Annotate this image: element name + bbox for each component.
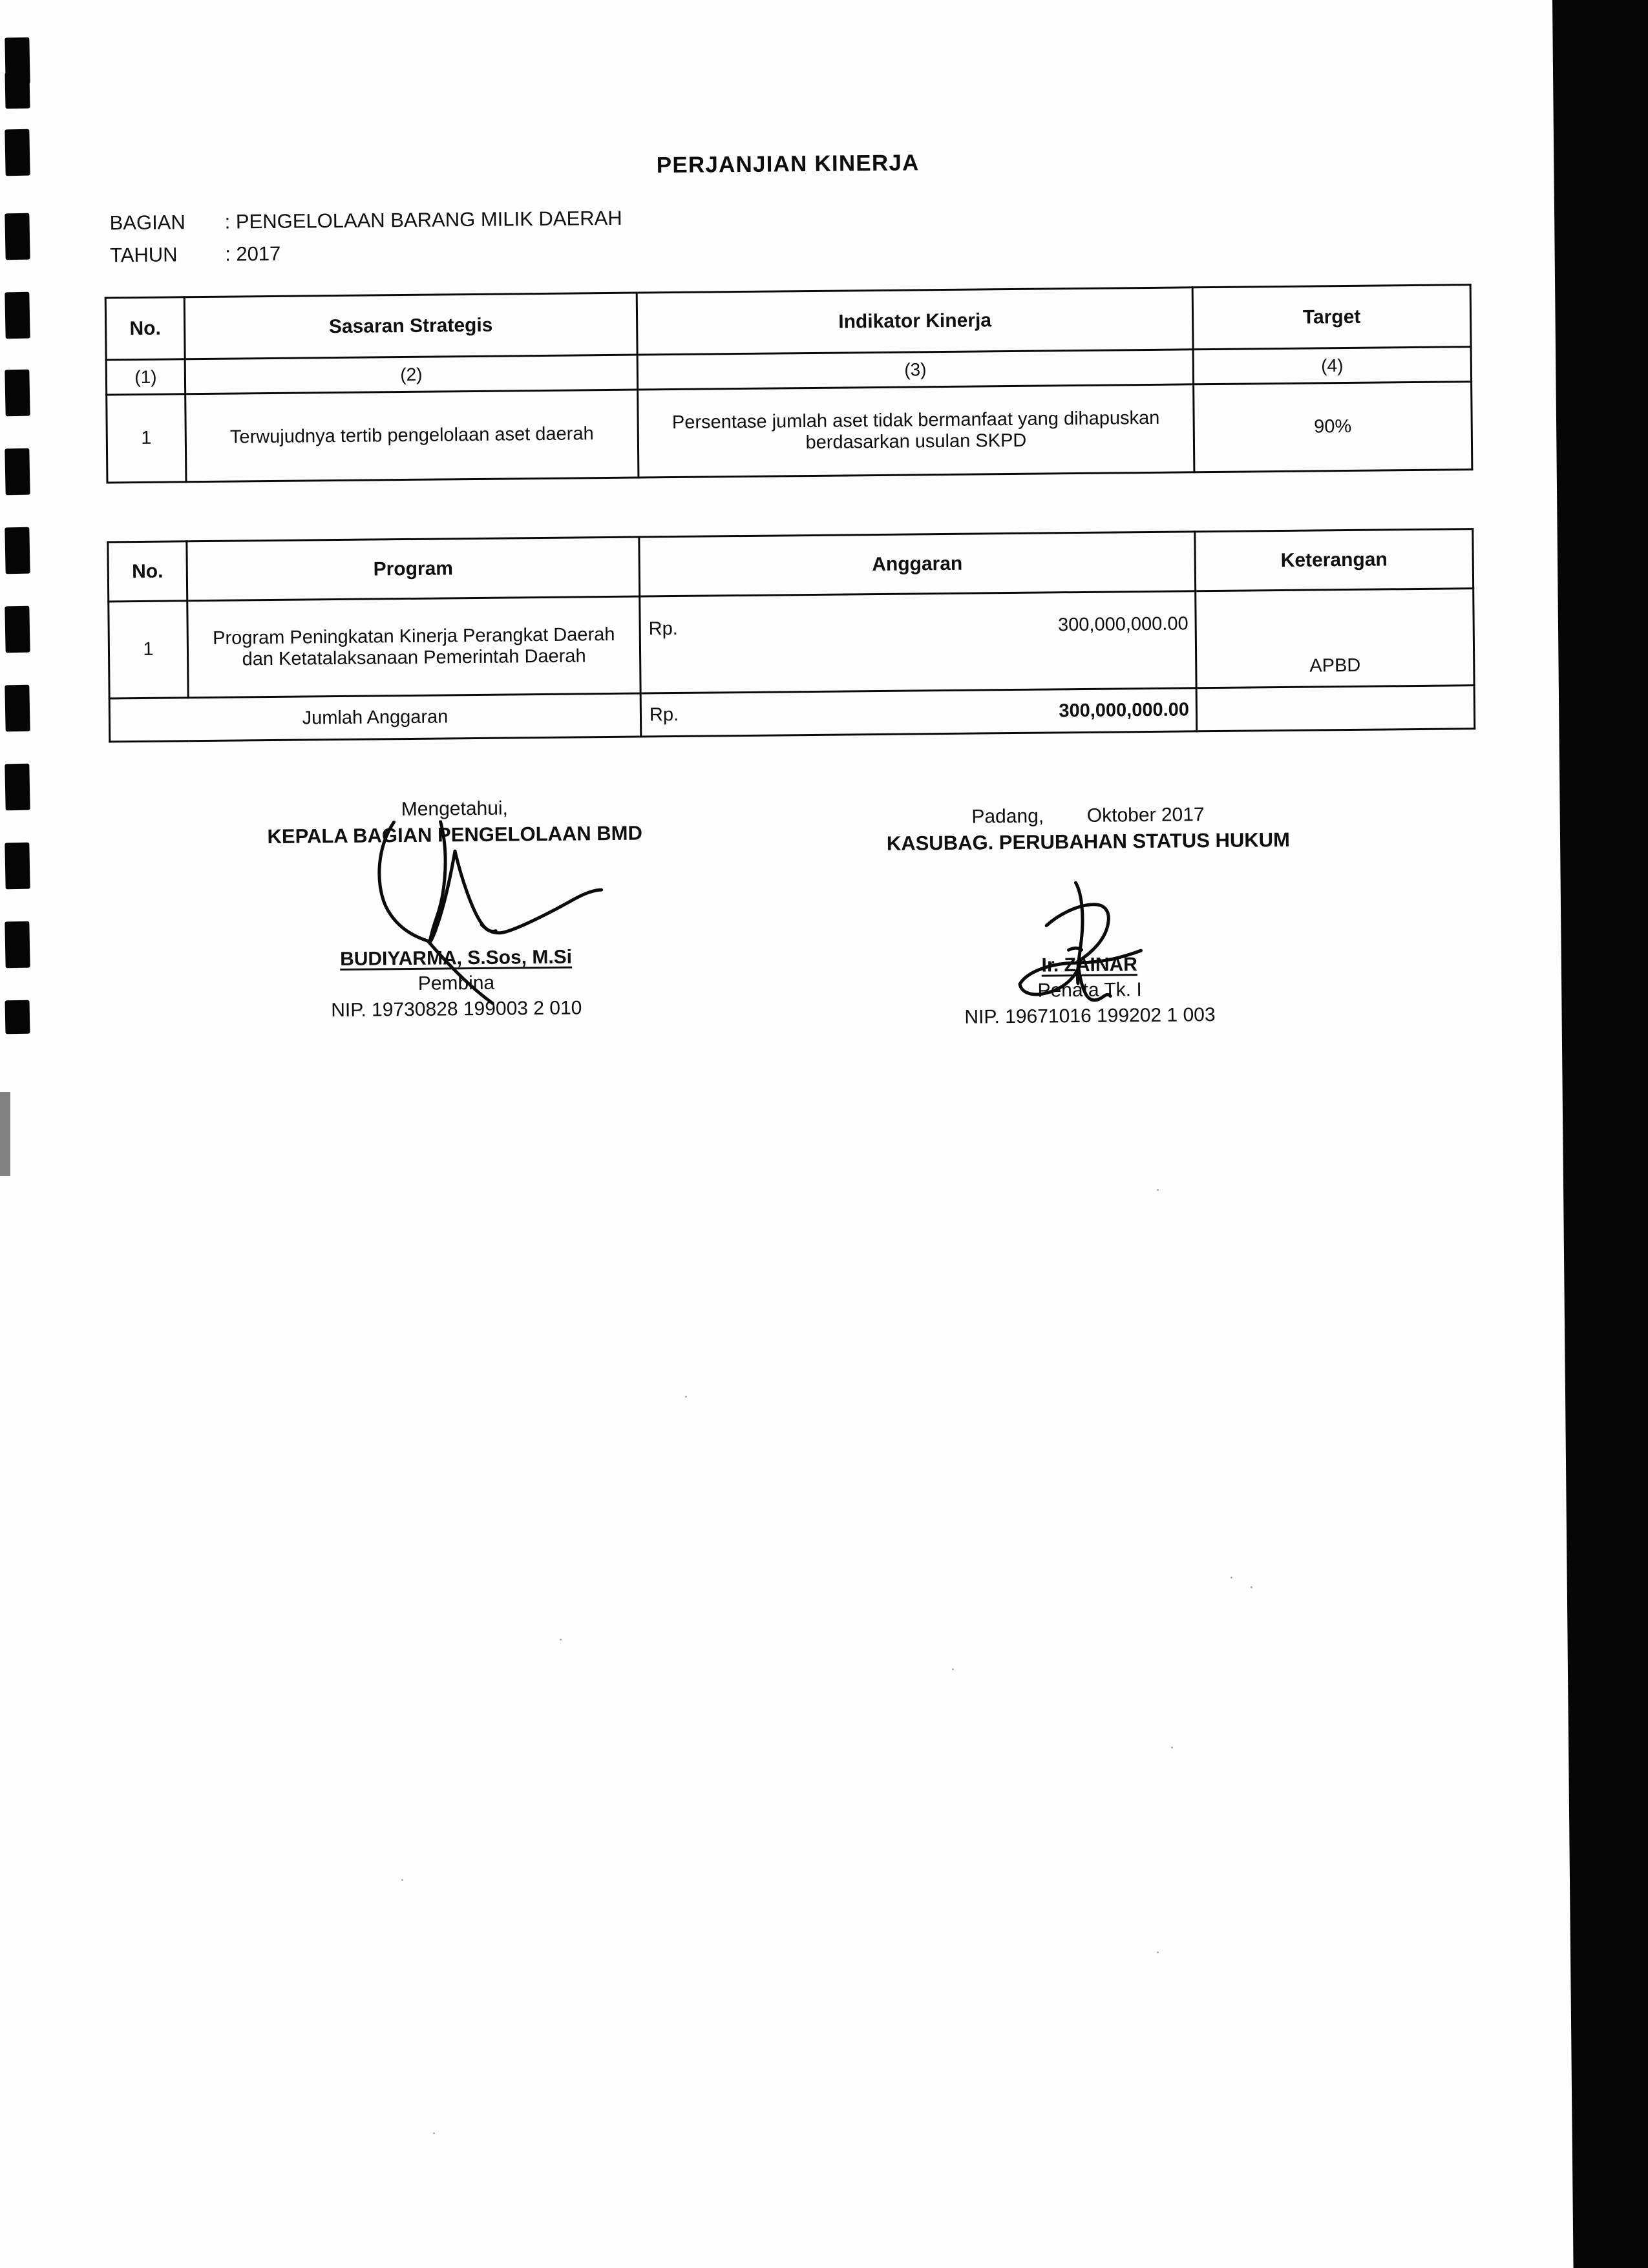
signature-left-name: BUDIYARMA, S.Sos, M.Si <box>339 946 573 970</box>
meta-bagian-separator: : <box>224 210 231 233</box>
meta-tahun-separator: : <box>224 242 231 266</box>
meta-tahun-value: 2017 <box>236 242 281 266</box>
column-header-keterangan: Keterangan <box>1195 529 1474 591</box>
column-number-3: (3) <box>637 350 1193 390</box>
signature-left-role: KEPALA BAGIAN PENGELOLAAN BMD <box>267 821 643 848</box>
total-currency: Rp. <box>649 704 679 726</box>
meta-bagian-label: BAGIAN <box>109 211 185 235</box>
meta-tahun-label: TAHUN <box>109 243 178 267</box>
total-amount: 300,000,000.00 <box>1059 699 1190 722</box>
total-label: Jumlah Anggaran <box>109 693 641 742</box>
cell-sasaran-strategis: Terwujudnya tertib pengelolaan aset daerah <box>185 390 639 482</box>
signature-left-nip: NIP. 19730828 199003 2 010 <box>331 997 582 1021</box>
cell-total-anggaran <box>640 688 1197 737</box>
signature-right-nip: NIP. 19671016 199202 1 003 <box>964 1003 1216 1028</box>
cell-no: 1 <box>109 601 188 698</box>
signature-right-space <box>843 853 1335 954</box>
meta-bagian-value: PENGELOLAAN BARANG MILIK DAERAH <box>235 206 622 233</box>
signature-right-place-date: Padang, Oktober 2017 <box>971 804 1205 828</box>
signature-left-preamble: Mengetahui, <box>401 797 509 821</box>
cell-target: 90% <box>1194 382 1472 472</box>
column-header-target: Target <box>1192 285 1471 350</box>
table-row <box>107 382 1472 483</box>
anggaran-currency: Rp. <box>648 618 678 639</box>
column-header-sasaran: Sasaran Strategis <box>184 293 637 359</box>
cell-indikator-kinerja: Persentase jumlah aset tidak bermanfaat yang dihapuskan berdasarkan usulan SKPD <box>638 384 1194 478</box>
signature-block-right <box>842 801 1335 1031</box>
cell-keterangan: APBD <box>1196 589 1474 688</box>
signature-right-role: KASUBAG. PERUBAHAN STATUS HUKUM <box>886 828 1291 855</box>
column-header-no: No. <box>108 541 187 602</box>
signature-block-left <box>254 794 657 1024</box>
table-program-anggaran <box>107 528 1475 742</box>
page-title: PERJANJIAN KINERJA <box>656 150 920 178</box>
cell-program: Program Peningkatan Kinerja Perangkat Daerah dan Ketatalaksanaan Pemerintah Daerah <box>187 596 640 698</box>
signature-right-rank: Penata Tk. I <box>1037 979 1142 1002</box>
column-header-anggaran: Anggaran <box>639 532 1196 596</box>
cell-no: 1 <box>107 394 186 483</box>
column-number-1: (1) <box>106 359 185 395</box>
column-number-4: (4) <box>1193 347 1471 384</box>
anggaran-amount: 300,000,000.00 <box>1057 613 1188 635</box>
column-header-no: No. <box>105 297 185 360</box>
signature-right-name: Ir. ZAINAR <box>1041 953 1138 976</box>
signature-left-rank: Pembina <box>417 972 495 994</box>
signature-left-space <box>255 846 656 947</box>
cell-total-keterangan <box>1196 686 1475 731</box>
table-row <box>109 589 1474 698</box>
column-number-2: (2) <box>185 355 637 394</box>
cell-anggaran <box>640 591 1196 693</box>
meta-bagian <box>109 207 622 235</box>
column-header-program: Program <box>187 537 640 601</box>
table-sasaran-strategis <box>105 284 1474 483</box>
column-header-indikator: Indikator Kinerja <box>637 288 1193 355</box>
meta-tahun <box>110 242 281 268</box>
